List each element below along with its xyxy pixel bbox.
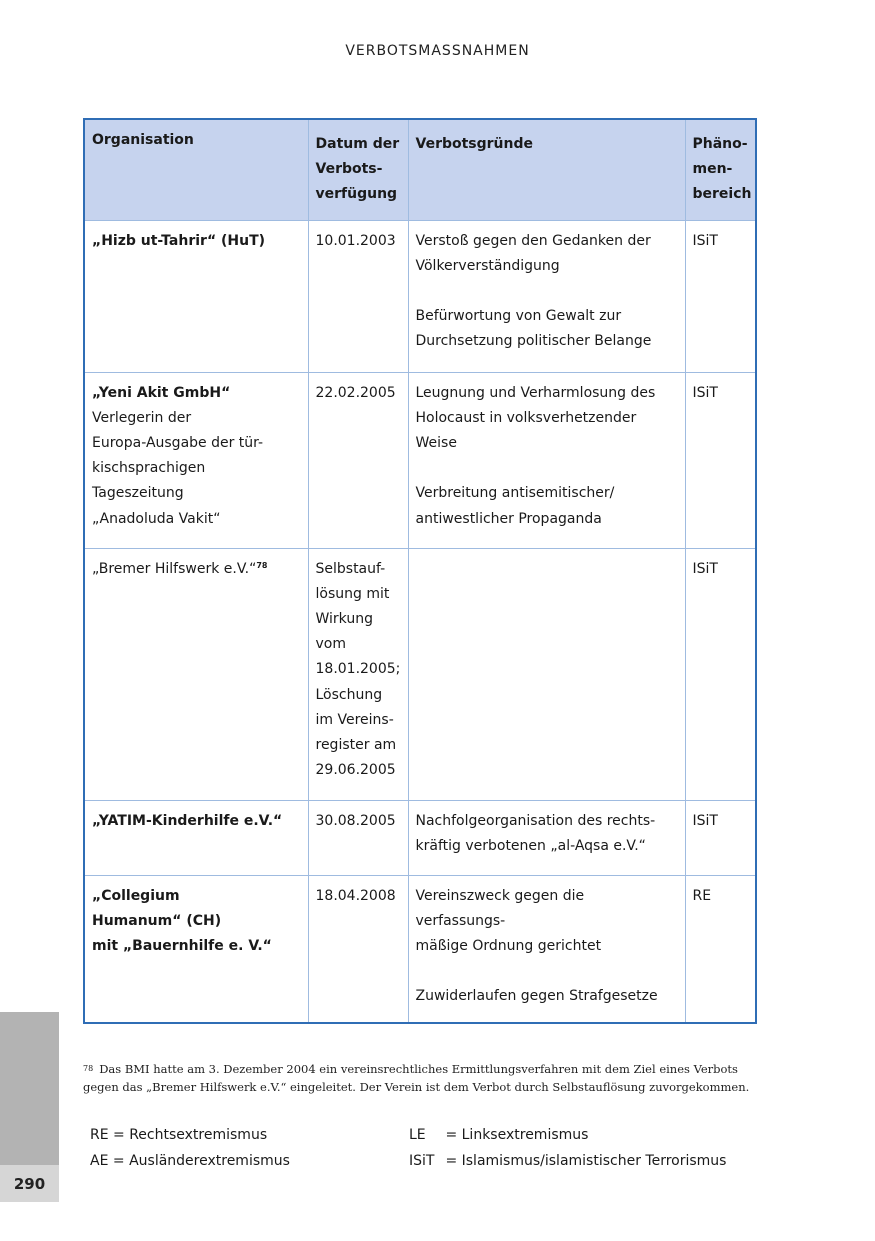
ban-date: 30.08.2005 <box>315 812 396 829</box>
running-header: VERBOTSMASSNAHMEN <box>345 43 530 59</box>
column-header-line: Phäno- <box>692 136 748 152</box>
page-number: 290 <box>0 1165 59 1202</box>
column-header-line: Verbots- <box>315 161 383 178</box>
table-header-row <box>84 119 756 220</box>
legend-abbreviation: ISiT <box>409 1153 435 1169</box>
reason-line: Leugnung und Verharmlosung des <box>415 384 656 401</box>
legend-item <box>409 1122 588 1148</box>
date-line: Wirkung <box>315 611 373 628</box>
phenomenon-area-cell <box>685 220 756 372</box>
legend-item <box>90 1122 267 1148</box>
organisation-name: mit „Bauernhilfe e. V.“ <box>92 938 272 955</box>
footnote-number: 78 <box>83 1064 94 1073</box>
table-row <box>84 875 756 1023</box>
date-line: Löschung <box>315 686 383 703</box>
table-row <box>84 800 756 875</box>
table-row <box>84 220 756 372</box>
reason-line: antiwestlicher Propaganda <box>415 510 602 527</box>
phenomenon-area: ISiT <box>692 384 718 401</box>
date-line: 18.01.2005; <box>315 661 401 678</box>
reason-line: Völkerverständigung <box>415 257 560 274</box>
date-cell <box>308 220 408 372</box>
reason-line: Nachfolgeorganisation des rechts- <box>415 812 656 829</box>
legend-item <box>409 1148 726 1174</box>
ban-date: 18.04.2008 <box>315 887 396 904</box>
organisation-name: „Collegium <box>92 887 180 904</box>
date-line: vom <box>315 636 346 653</box>
date-cell <box>308 875 408 1023</box>
column-header-line: verfügung <box>315 186 398 203</box>
phenomenon-area: ISiT <box>692 560 718 577</box>
reasons-cell <box>408 800 685 875</box>
date-cell <box>308 372 408 548</box>
organisation-cell <box>84 220 308 372</box>
reason-line: kräftig verbotenen „al-Aqsa e.V.“ <box>415 837 646 854</box>
date-line: im Vereins- <box>315 711 394 728</box>
column-header-organisation: Organisation <box>84 119 308 220</box>
organisation-name: „YATIM-Kinderhilfe e.V.“ <box>92 812 283 829</box>
organisation-description: Europa-Ausgabe der tür- <box>92 435 264 452</box>
column-header-line: Datum der <box>315 136 400 152</box>
phenomenon-area-cell <box>685 548 756 800</box>
reason-line: mäßige Ordnung gerichtet <box>415 938 602 955</box>
phenomenon-area: ISiT <box>692 232 718 249</box>
organisation-name: Humanum“ (CH) <box>92 912 222 929</box>
reasons-cell <box>408 548 685 800</box>
table-row <box>84 548 756 800</box>
organisation-cell <box>84 372 308 548</box>
column-header-line: men- <box>692 161 733 178</box>
organisation-name: „Hizb ut-Tahrir“ (HuT) <box>92 232 266 249</box>
date-cell <box>308 548 408 800</box>
date-line: Selbstauf- <box>315 560 386 577</box>
reason-line: Verstoß gegen den Gedanken der <box>415 232 651 249</box>
table-row <box>84 372 756 548</box>
reasons-cell <box>408 372 685 548</box>
organisation-description: kischsprachigen Tageszeitung <box>92 460 206 502</box>
phenomenon-area: ISiT <box>692 812 718 829</box>
phenomenon-area-cell <box>685 372 756 548</box>
organisation-cell <box>84 875 308 1023</box>
legend-abbreviation: AE <box>90 1153 109 1169</box>
organisation-name: „Yeni Akit GmbH“ <box>92 384 231 401</box>
phenomenon-area: RE <box>692 887 712 904</box>
ban-measures-table <box>83 118 757 1024</box>
organisation-description: „Anadoluda Vakit“ <box>92 510 221 527</box>
legend-abbreviation: LE <box>409 1127 426 1143</box>
legend-text: = Rechtsextremismus <box>113 1127 268 1143</box>
legend-text: = Ausländerextremismus <box>112 1153 290 1169</box>
footnote <box>83 1060 763 1096</box>
reason-line: Durchsetzung politischer Belange <box>415 333 652 350</box>
organisation-cell <box>84 800 308 875</box>
date-line: register am <box>315 737 397 754</box>
organisation-name: „Bremer Hilfswerk e.V.“ <box>92 560 257 577</box>
footnote-reference: 78 <box>256 560 268 570</box>
legend-abbreviation: RE <box>90 1127 109 1143</box>
phenomenon-area-cell <box>685 875 756 1023</box>
ban-date: 10.01.2003 <box>315 232 396 249</box>
legend-text: = Islamismus/islamistischer Terrorismus <box>445 1153 727 1169</box>
date-cell <box>308 800 408 875</box>
phenomenon-area-cell <box>685 800 756 875</box>
organisation-description: Verlegerin der <box>92 409 192 426</box>
reason-line: Verbreitung antisemitischer/ <box>415 485 615 502</box>
organisation-cell <box>84 548 308 800</box>
column-header-phenomenon-area <box>685 119 756 220</box>
legend-item <box>90 1148 290 1174</box>
column-header-reasons: Verbotsgründe <box>408 119 685 220</box>
reason-line: Vereinszweck gegen die verfassungs- <box>415 887 585 929</box>
date-line: 29.06.2005 <box>315 762 396 779</box>
column-header-line: bereich <box>692 186 752 203</box>
reasons-cell <box>408 875 685 1023</box>
reason-line: Weise <box>415 435 457 452</box>
legend-text: = Linksextremismus <box>445 1127 589 1143</box>
reason-line: Zuwiderlaufen gegen Strafgesetze <box>415 988 658 1005</box>
column-header-date <box>308 119 408 220</box>
reasons-cell <box>408 220 685 372</box>
ban-date: 22.02.2005 <box>315 384 396 401</box>
date-line: lösung mit <box>315 585 390 602</box>
reason-line: Befürwortung von Gewalt zur <box>415 308 622 325</box>
reason-line: Holocaust in volksverhetzender <box>415 409 637 426</box>
footnote-text: Das BMI hatte am 3. Dezember 2004 ein vereinsrechtliches Ermittlungsverfahren mit dem Ziel eines Verbots gegen das „Bremer Hilfswerk e.V.“ eingeleitet. Der Verein ist dem Verbot durch Selbstauflösung zuvorgekommen. <box>83 1062 750 1094</box>
